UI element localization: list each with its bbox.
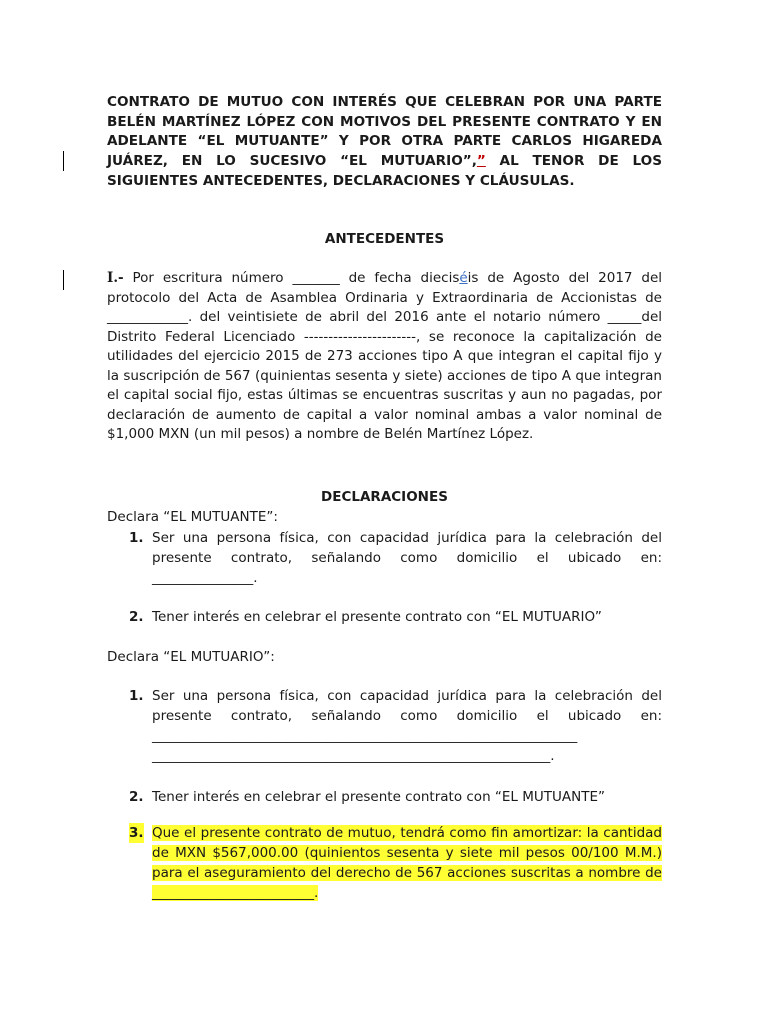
- mutuario-intro: Declara “EL MUTUARIO”:: [107, 649, 275, 665]
- list-number: 2.: [129, 789, 144, 805]
- list-item: [129, 607, 662, 627]
- declaraciones-heading: DECLARACIONES: [321, 489, 448, 505]
- list-number: 1.: [129, 688, 144, 704]
- list-text: Ser una persona física, con capacidad jurídica para la celebración del presente contrato, señalando como domicilio el ubicado en: _______________________________________________________________ ___________________________________________________________.: [152, 688, 662, 764]
- highlighted-list-item: [129, 823, 662, 903]
- list-number: 2.: [129, 609, 144, 625]
- revision-bar: [63, 151, 64, 171]
- list-item: [129, 686, 662, 766]
- tracked-change: é: [459, 270, 468, 286]
- highlighted-text: Que el presente contrato de mutuo, tendrá como fin amortizar: la cantidad de MXN $567,000.00 (quinientos sesenta y siete mil pesos 00/100 M.M.) para el aseguramiento del derecho de 567 acciones suscritas a nombre de ________________________.: [152, 825, 662, 901]
- list-text: Ser una persona física, con capacidad jurídica para la celebración del presente contrato, señalando como domicilio el ubicado en: _______________.: [152, 530, 662, 586]
- list-number: 3.: [129, 825, 144, 841]
- mutuante-intro: Declara “EL MUTUANTE”:: [107, 509, 278, 525]
- antecedentes-heading: ANTECEDENTES: [324, 231, 445, 247]
- contract-title: CONTRATO DE MUTUO CON INTERÉS QUE CELEBRAN POR UNA PARTE BELÉN MARTÍNEZ LÓPEZ CON MOTIVOS DEL PRESENTE CONTRATO Y EN ADELANTE “EL MUTUANTE” Y POR OTRA PARTE CARLOS HIGAREDA JUÁREZ, EN LO SUCESIVO “EL MUTUARIO”,” AL TENOR DE LOS SIGUIENTES ANTECEDENTES, DECLARACIONES Y CLÁUSULAS.: [107, 94, 662, 189]
- list-item: [129, 528, 662, 588]
- paragraph-number: I.-: [107, 270, 124, 286]
- list-item: [129, 787, 662, 807]
- list-text: Tener interés en celebrar el presente contrato con “EL MUTUANTE”: [152, 789, 606, 805]
- antecedentes-paragraph: I.- Por escritura número _______ de fecha dieciséis de Agosto del 2017 del protocolo del Acta de Asamblea Ordinaria y Extraordinaria de Accionistas de ____________. del veintisiete de abril del 2016 ante el notario número _____del Distrito Federal Licenciado -----------------------, se reconoce la capitalización de utilidades del ejercicio 2015 de 273 acciones tipo A que integran el capital fijo y la suscripción de 567 (quinientas sesenta y siete) acciones de tipo A que integran el capital social fijo, estas últimas se encuentras suscritas y aun no pagadas, por declaración de aumento de capital a valor nominal ambas a valor nominal de $1,000 MXN (un mil pesos) a nombre de Belén Martínez López.: [107, 270, 663, 442]
- list-number: 1.: [129, 530, 144, 546]
- list-text: Tener interés en celebrar el presente contrato con “EL MUTUARIO”: [152, 609, 602, 625]
- tracked-change: ”: [476, 153, 486, 170]
- revision-bar: [63, 270, 64, 290]
